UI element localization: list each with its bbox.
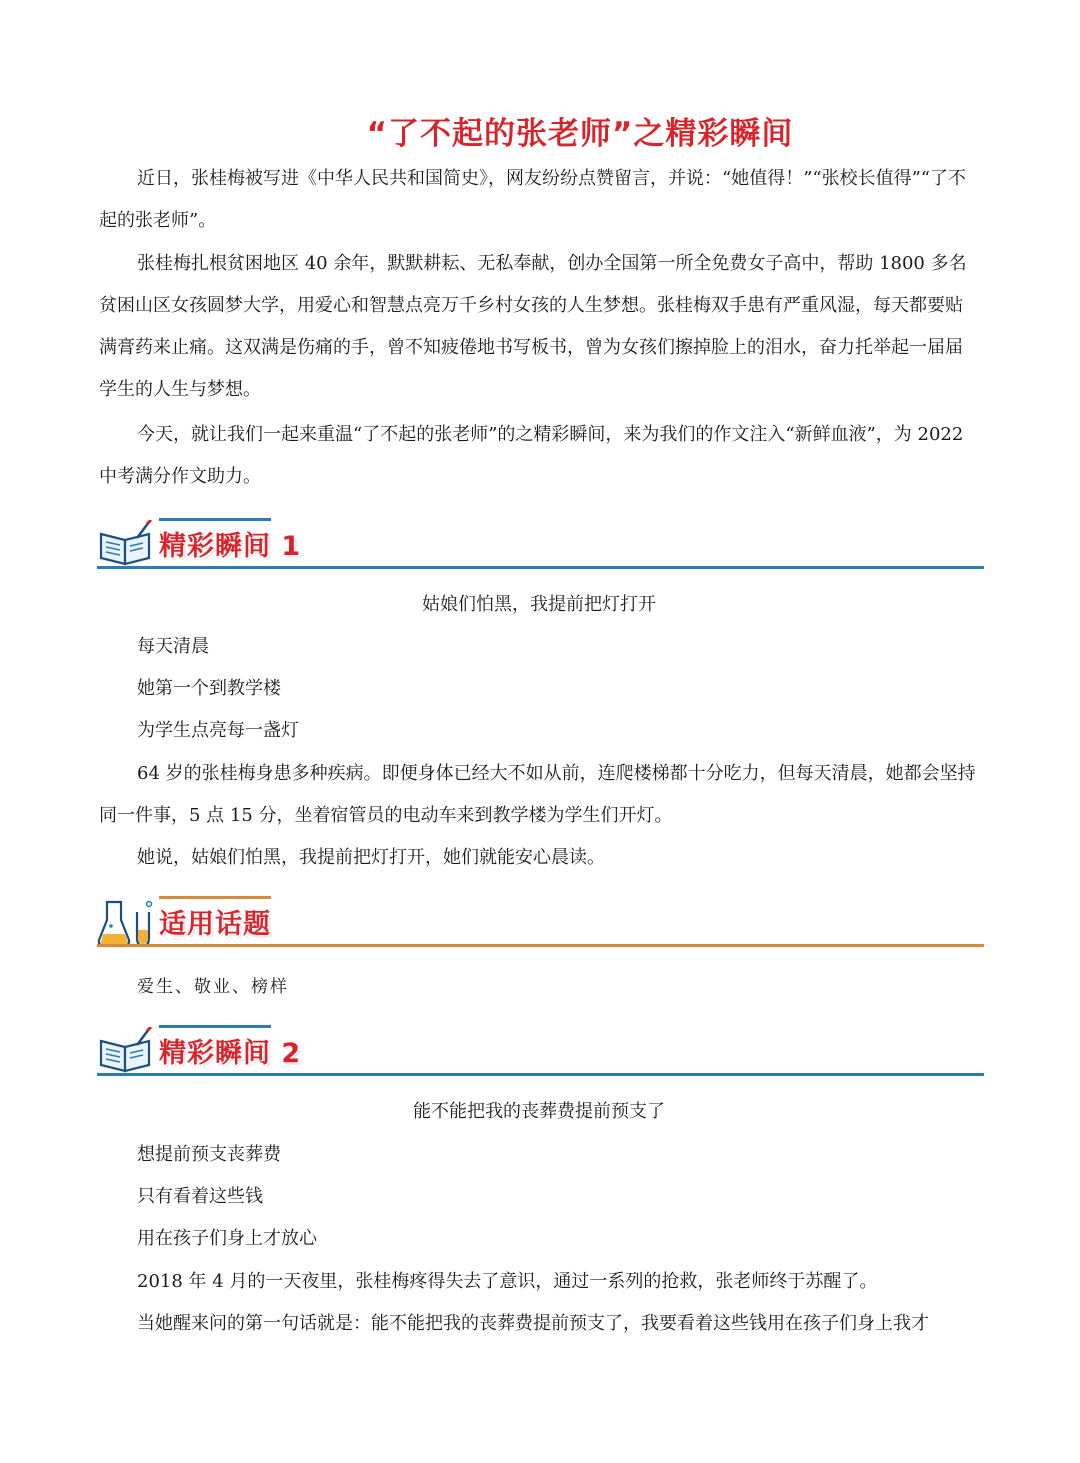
header-rule (97, 566, 984, 569)
header-accent-bar (159, 518, 271, 521)
section-1-header (97, 518, 984, 578)
intro-paragraph-3: 今天，就让我们一起来重温“了不起的张老师”的之精彩瞬间，来为我们的作文注入“新鲜血液”，为 2022 中考满分作文助力。 (99, 424, 964, 487)
topics-heading: 适用话题 (159, 909, 271, 940)
header-accent-bar (159, 896, 271, 899)
header-rule (97, 944, 984, 947)
section-2-header (97, 1025, 984, 1085)
flask-icon (97, 898, 155, 948)
section-2-line-1: 想提前预支丧葬费 (137, 1144, 281, 1165)
section-1-line-3: 为学生点亮每一盏灯 (137, 720, 299, 741)
open-book-icon (97, 1027, 155, 1075)
open-book-icon (97, 520, 155, 568)
header-accent-bar (159, 1025, 271, 1028)
topics-header (97, 896, 984, 956)
section-1-line-2: 她第一个到教学楼 (137, 678, 281, 699)
intro-paragraph-2: 张桂梅扎根贫困地区 40 余年，默默耕耘、无私奉献，创办全国第一所全免费女子高中，帮助 1800 多名贫困山区女孩圆梦大学，用爱心和智慧点亮万千乡村女孩的人生梦想。张桂梅双手患有严重风湿，每天都要贴满膏药来止痛。这双满是伤痛的手，曾不知疲倦地书写板书，曾为女孩们擦掉脸上的泪水，奋力托举起一届届学生的人生与梦想。 (99, 253, 967, 400)
section-1-subtitle: 姑娘们怕黑，我提前把灯打开 (422, 594, 656, 615)
section-2-line-2: 只有看着这些钱 (137, 1186, 263, 1207)
section-2-subtitle: 能不能把我的丧葬费提前预支了 (413, 1101, 665, 1122)
page-title: “了不起的张老师”之精彩瞬间 (366, 116, 794, 152)
intro-paragraph-1: 近日，张桂梅被写进《中华人民共和国简史》，网友纷纷点赞留言，并说：“她值得！”“张校长值得”“了不起的张老师”。 (99, 168, 967, 231)
section-1-body-2: 她说，姑娘们怕黑，我提前把灯打开，她们就能安心晨读。 (137, 847, 605, 868)
section-2-body-2: 当她醒来问的第一句话就是：能不能把我的丧葬费提前预支了，我要看着这些钱用在孩子们身上我才 (137, 1313, 929, 1334)
section-2-heading: 精彩瞬间 2 (159, 1038, 302, 1069)
section-1-body-1: 64 岁的张桂梅身患多种疾病。即便身体已经大不如从前，连爬楼梯都十分吃力，但每天清晨，她都会坚持同一件事，5 点 15 分，坐着宿管员的电动车来到教学楼为学生们开灯。 (99, 763, 976, 826)
section-2-line-3: 用在孩子们身上才放心 (137, 1228, 317, 1249)
section-2-body-1: 2018 年 4 月的一天夜里，张桂梅疼得失去了意识，通过一系列的抢救，张老师终于苏醒了。 (137, 1271, 878, 1292)
topics-list: 爱生、敬业、榜样 (137, 977, 289, 997)
header-rule (97, 1073, 984, 1076)
section-1-line-1: 每天清晨 (137, 636, 209, 657)
section-1-heading: 精彩瞬间 1 (159, 531, 302, 562)
